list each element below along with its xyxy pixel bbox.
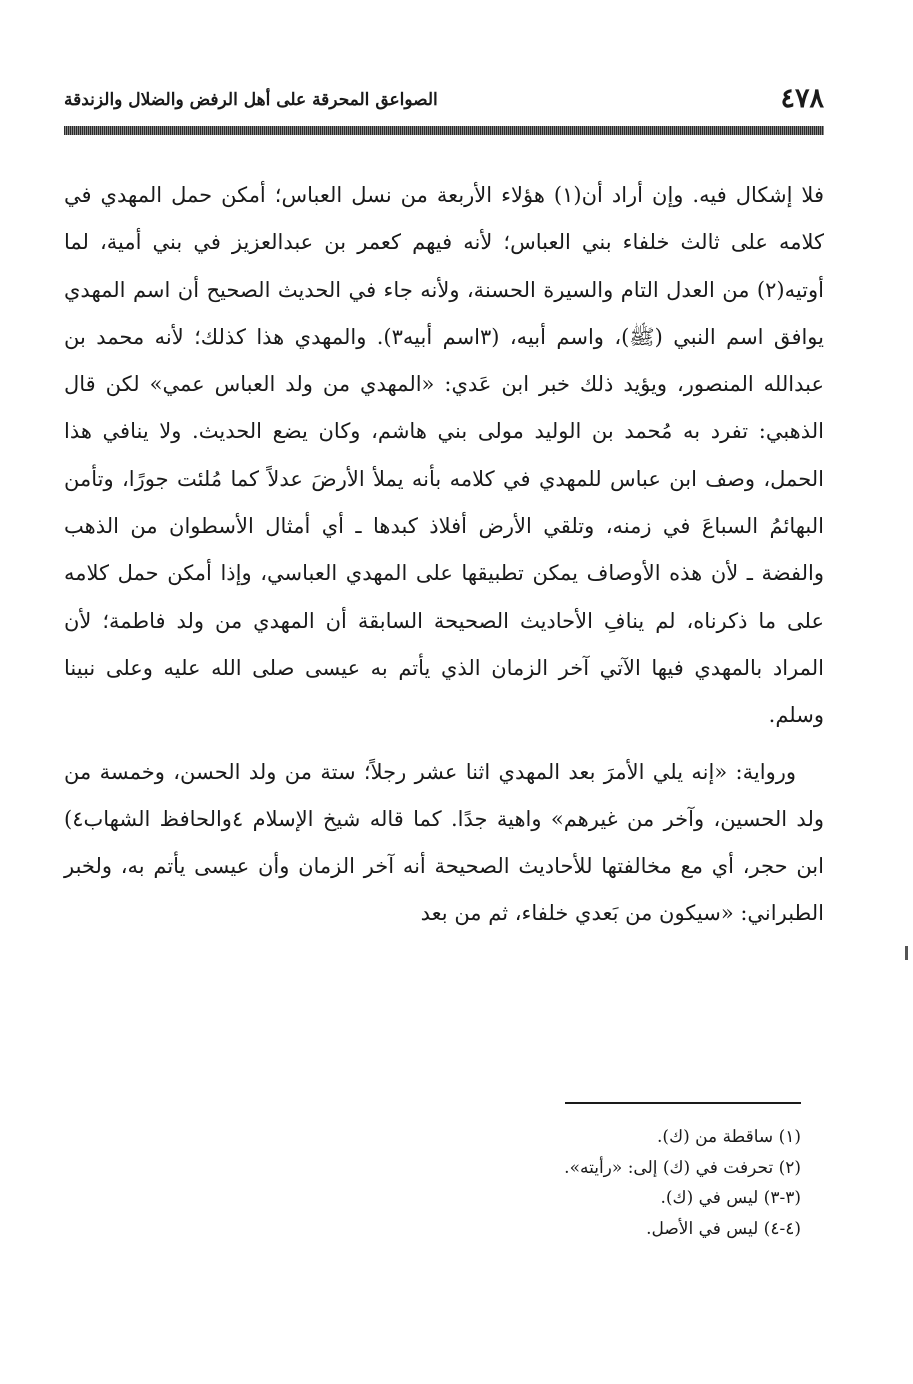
margin-mark (905, 946, 908, 960)
footnote-1: (١) ساقطة من (ك). (657, 1127, 801, 1147)
footnote-2: (٢) تحرفت في (ك) إلى: «رأيته». (564, 1157, 801, 1178)
header-divider (64, 126, 824, 135)
paragraph-2: ورواية: «إنه يلي الأمرَ بعد المهدي اثنا عشر رجلاً؛ ستة من ولد الحسن، وخمسة من ولد الحسين، وآخر من غيرهم» واهية جدًا. كما قاله شيخ الإسلام ٤والحافظ الشهاب٤) ابن حجر، أي مع مخالفتها للأحاديث الصحيحة أنه آخر الزمان وأن عيسى يأتم به، ولخبر الطبراني: «سيكون من بَعدي خلفاء، ثم من بعد (64, 759, 824, 926)
page-number: ٤٧٨ (780, 83, 824, 114)
page-header (64, 82, 824, 116)
footnotes (101, 1122, 801, 1244)
footnote-divider (565, 1102, 801, 1104)
footnote-3: (٣-٣) ليس في (ك). (660, 1188, 801, 1208)
main-text (64, 172, 824, 938)
footnote-4: (٤-٤) ليس في الأصل. (646, 1218, 801, 1239)
running-title: الصواعق المحرقة على أهل الرفض والضلال والزندقة (64, 90, 438, 110)
paragraph-1: فلا إشكال فيه. وإن أراد أن(١) هؤلاء الأربعة من نسل العباس؛ أمكن حمل المهدي في كلامه على ثالث خلفاء بني العباس؛ لأنه فيهم كعمر بن عبدالعزيز في بني أمية، لما أوتيه(٢) من العدل التام والسيرة الحسنة، ولأنه جاء في الحديث الصحيح أن اسم المهدي يوافق اسم النبي (ﷺ)، واسم أبيه، (٣اسم أبيه٣). والمهدي هذا كذلك؛ لأنه محمد بن عبدالله المنصور، ويؤيد ذلك خبر ابن عَدي: «المهدي من ولد العباس عمي» لكن قال الذهبي: تفرد به مُحمد بن الوليد مولى بني هاشم، وكان يضع الحديث. ولا ينافي هذا الحمل، وصف ابن عباس للمهدي في كلامه بأنه يملأ الأرضَ عدلاً كما مُلئت جورًا، وتأمن البهائمُ السباعَ في زمنه، وتلقي الأرض أفلاذ كبدها ـ أي أمثال الأسطوان من الذهب والفضة ـ لأن هذه الأوصاف يمكن تطبيقها على المهدي العباسي، وإذا أمكن حمل كلامه على ما ذكرناه، لم ينافِ الأحاديث الصحيحة السابقة أن المهدي من ولد فاطمة؛ لأن المراد بالمهدي فيها الآتي آخر الزمان الذي يأتم به عيسى صلى الله عليه وعلى نبينا وسلم. (64, 183, 825, 728)
